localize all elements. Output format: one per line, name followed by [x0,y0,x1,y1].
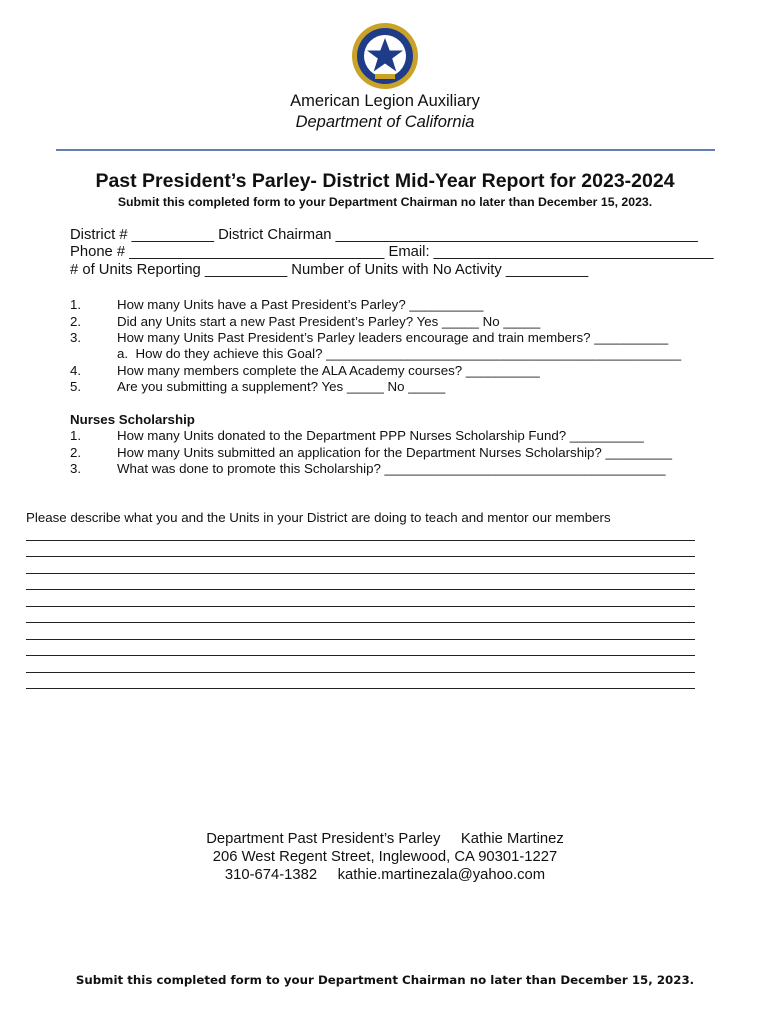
question-number: 3. [70,330,82,345]
answer-line[interactable] [26,639,695,640]
nurses-scholarship-heading: Nurses Scholarship [70,412,195,427]
question-number: 5. [70,379,82,394]
answer-line[interactable] [26,688,695,689]
seal-banner [375,74,395,79]
nurses-question-1[interactable]: How many Units donated to the Department PPP Nurses Scholarship Fund? __________ [117,428,644,443]
question-number: 2. [70,314,82,329]
answer-line[interactable] [26,622,695,623]
question-1[interactable]: How many Units have a Past President’s Parley? __________ [117,297,484,312]
answer-line[interactable] [26,573,695,574]
answer-line[interactable] [26,589,695,590]
answer-line[interactable] [26,672,695,673]
bottom-submit-note: Submit this completed form to your Department Chairman no later than December 15, 2023. [75,973,695,987]
question-number: 4. [70,363,82,378]
nurses-question-3[interactable]: What was done to promote this Scholarship? ______________________________________ [117,461,666,476]
form-title: Past President’s Parley- District Mid-Year Report for 2023-2024 [95,170,675,192]
footer-department-contact: Department Past President’s Parley Kathie Martinez [206,831,564,847]
form-subtitle: Submit this completed form to your Department Chairman no later than December 15, 2023. [117,195,653,209]
units-reporting-field[interactable]: # of Units Reporting __________ Number of Units with No Activity __________ [70,262,589,278]
department-name: Department of California [295,113,475,131]
footer-address: 206 West Regent Street, Inglewood, CA 90301-1227 [212,849,558,865]
answer-line[interactable] [26,655,695,656]
header-divider [56,149,715,151]
answer-line[interactable] [26,540,695,541]
phone-email-field[interactable]: Phone # _______________________________ Email: __________________________________ [70,244,714,260]
question-2[interactable]: Did any Units start a new Past President’s Parley? Yes _____ No _____ [117,314,541,329]
describe-prompt: Please describe what you and the Units in your District are doing to teach and mentor our members [26,510,611,525]
nurses-question-2[interactable]: How many Units submitted an application for the Department Nurses Scholarship? _________ [117,445,673,460]
question-3[interactable]: How many Units Past President’s Parley leaders encourage and train members? __________ [117,330,669,345]
question-number: 2. [70,445,82,460]
question-4[interactable]: How many members complete the ALA Academy courses? __________ [117,363,540,378]
footer-phone-email: 310-674-1382 kathie.martinezala@yahoo.com [224,867,546,883]
district-chairman-field[interactable]: District # __________ District Chairman ____________________________________________ [70,227,698,243]
question-5[interactable]: Are you submitting a supplement? Yes _____ No _____ [117,379,446,394]
american-legion-auxiliary-seal-logo [351,22,419,90]
question-number: 3. [70,461,82,476]
organization-name: American Legion Auxiliary [290,92,480,110]
answer-line[interactable] [26,556,695,557]
answer-line[interactable] [26,606,695,607]
question-number: 1. [70,428,82,443]
question-number: 1. [70,297,82,312]
question-3a[interactable]: a. How do they achieve this Goal? ________________________________________________ [117,346,682,361]
